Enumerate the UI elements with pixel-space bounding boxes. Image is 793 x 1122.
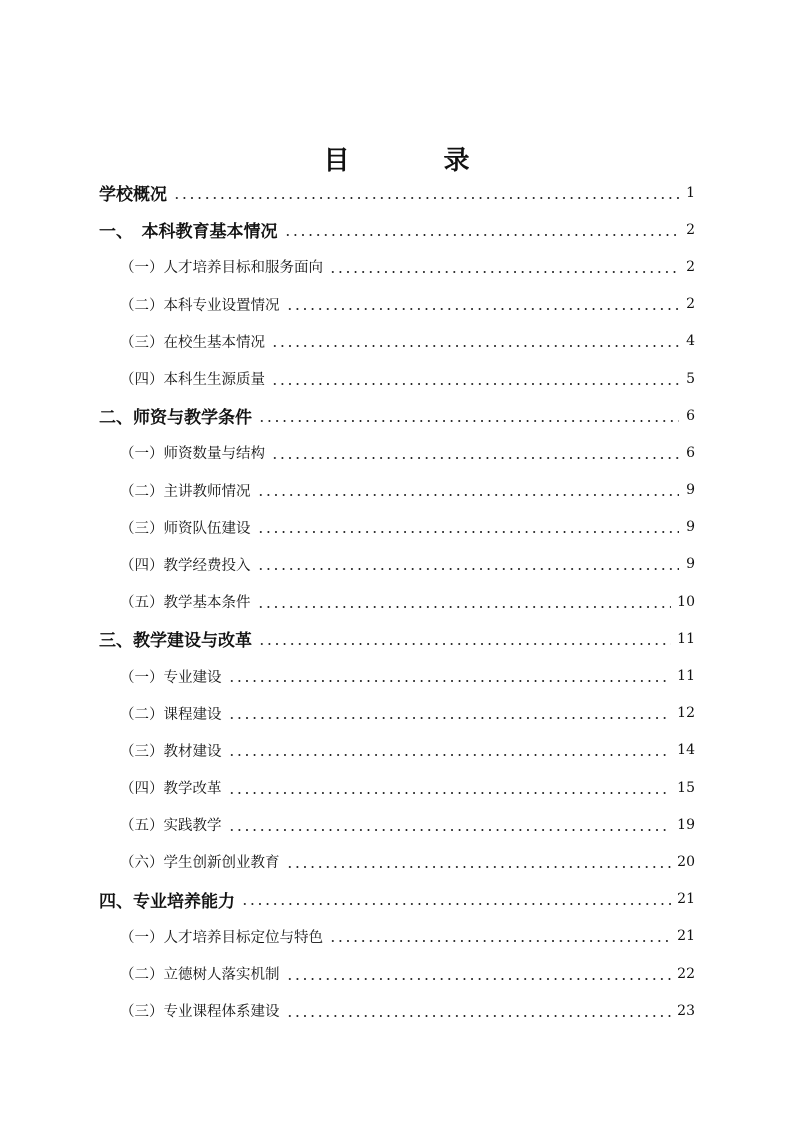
toc-entry-page-number: 4 xyxy=(686,333,695,350)
dot-leader xyxy=(271,383,679,385)
toc-entry-label: （四）教学改革 xyxy=(120,781,222,798)
dot-leader xyxy=(257,606,672,608)
toc-entry-label: （五）教学基本条件 xyxy=(120,595,251,612)
toc-subsection-entry[interactable] xyxy=(0,918,793,955)
toc-entry-page-number: 15 xyxy=(677,779,695,796)
dot-leader xyxy=(286,866,672,868)
toc-list xyxy=(0,174,793,1029)
toc-section-entry[interactable] xyxy=(0,397,793,434)
dot-leader xyxy=(228,829,672,831)
toc-entry-page-number: 12 xyxy=(677,705,695,722)
toc-subsection-entry[interactable] xyxy=(0,248,793,285)
toc-entry-page-number: 6 xyxy=(686,444,695,461)
toc-section-entry[interactable] xyxy=(0,211,793,248)
toc-entry-label: （二）立德树人落实机制 xyxy=(120,967,280,984)
toc-subsection-entry[interactable] xyxy=(0,509,793,546)
dot-leader xyxy=(241,903,671,905)
toc-entry-label: （一）专业建设 xyxy=(120,669,222,686)
toc-entry-label: （三）师资队伍建设 xyxy=(120,520,251,537)
dot-leader xyxy=(258,643,671,645)
toc-entry-page-number: 2 xyxy=(686,258,695,275)
toc-entry-page-number: 21 xyxy=(677,891,695,908)
toc-entry-page-number: 11 xyxy=(677,668,695,685)
toc-subsection-entry[interactable] xyxy=(0,806,793,843)
toc-entry-page-number: 14 xyxy=(677,742,695,759)
toc-subsection-entry[interactable] xyxy=(0,732,793,769)
dot-leader xyxy=(257,568,680,570)
toc-entry-label: （二）课程建设 xyxy=(120,706,222,723)
toc-entry-page-number: 5 xyxy=(686,370,695,387)
toc-entry-page-number: 2 xyxy=(686,221,695,238)
toc-section-entry[interactable] xyxy=(0,620,793,657)
toc-subsection-entry[interactable] xyxy=(0,546,793,583)
toc-entry-label: 四、专业培养能力 xyxy=(99,891,235,912)
toc-entry-label: （一）人才培养目标定位与特色 xyxy=(120,929,323,946)
toc-entry-page-number: 19 xyxy=(677,816,695,833)
toc-entry-page-number: 9 xyxy=(686,519,695,536)
dot-leader xyxy=(258,420,679,422)
toc-entry-page-number: 10 xyxy=(677,593,695,610)
toc-entry-label: （三）在校生基本情况 xyxy=(120,334,265,351)
dot-leader xyxy=(284,234,680,236)
toc-entry-label: 三、教学建设与改革 xyxy=(99,631,252,652)
toc-entry-page-number: 9 xyxy=(686,556,695,573)
toc-entry-label: （五）实践教学 xyxy=(120,818,222,835)
dot-leader xyxy=(271,345,679,347)
toc-subsection-entry[interactable] xyxy=(0,583,793,620)
dot-leader xyxy=(257,531,680,533)
dot-leader xyxy=(329,940,671,942)
dot-leader xyxy=(228,680,672,682)
toc-entry-label: （一）人才培养目标和服务面向 xyxy=(120,260,323,277)
toc-entry-page-number: 6 xyxy=(686,407,695,424)
toc-subsection-entry[interactable] xyxy=(0,992,793,1029)
toc-entry-label: （二）主讲教师情况 xyxy=(120,483,251,500)
toc-entry-label: （四）教学经费投入 xyxy=(120,557,251,574)
dot-leader xyxy=(286,978,672,980)
dot-leader xyxy=(257,494,680,496)
toc-entry-page-number: 1 xyxy=(686,184,695,201)
toc-entry-label: （六）学生创新创业教育 xyxy=(120,855,280,872)
toc-entry-label: 一、 本科教育基本情况 xyxy=(99,222,278,243)
toc-subsection-entry[interactable] xyxy=(0,323,793,360)
toc-entry-label: （四）本科生生源质量 xyxy=(120,372,265,389)
toc-entry-page-number: 9 xyxy=(686,482,695,499)
toc-entry-label: （二）本科专业设置情况 xyxy=(120,297,280,314)
toc-entry-label: （一）师资数量与结构 xyxy=(120,446,265,463)
toc-subsection-entry[interactable] xyxy=(0,657,793,694)
toc-title: 目 录 xyxy=(323,146,504,177)
dot-leader xyxy=(329,271,679,273)
toc-entry-page-number: 11 xyxy=(677,630,695,647)
toc-subsection-entry[interactable] xyxy=(0,472,793,509)
toc-subsection-entry[interactable] xyxy=(0,286,793,323)
toc-entry-label: 二、师资与教学条件 xyxy=(99,408,252,429)
toc-entry-label: （三）专业课程体系建设 xyxy=(120,1004,280,1021)
toc-entry-page-number: 21 xyxy=(677,928,695,945)
toc-entry-label: 学校概况 xyxy=(99,185,167,206)
toc-subsection-entry[interactable] xyxy=(0,360,793,397)
toc-subsection-entry[interactable] xyxy=(0,434,793,471)
toc-entry-page-number: 2 xyxy=(686,296,695,313)
toc-subsection-entry[interactable] xyxy=(0,769,793,806)
dot-leader xyxy=(228,792,672,794)
toc-section-entry[interactable] xyxy=(0,881,793,918)
dot-leader xyxy=(228,717,672,719)
toc-subsection-entry[interactable] xyxy=(0,955,793,992)
toc-entry-page-number: 22 xyxy=(677,965,695,982)
dot-leader xyxy=(173,197,679,199)
dot-leader xyxy=(286,308,680,310)
dot-leader xyxy=(228,754,672,756)
toc-section-entry[interactable] xyxy=(0,174,793,211)
dot-leader xyxy=(271,457,679,459)
toc-entry-label: （三）教材建设 xyxy=(120,743,222,760)
toc-subsection-entry[interactable] xyxy=(0,843,793,880)
dot-leader xyxy=(286,1015,672,1017)
toc-subsection-entry[interactable] xyxy=(0,695,793,732)
toc-entry-page-number: 23 xyxy=(677,1002,695,1019)
toc-entry-page-number: 20 xyxy=(677,853,695,870)
